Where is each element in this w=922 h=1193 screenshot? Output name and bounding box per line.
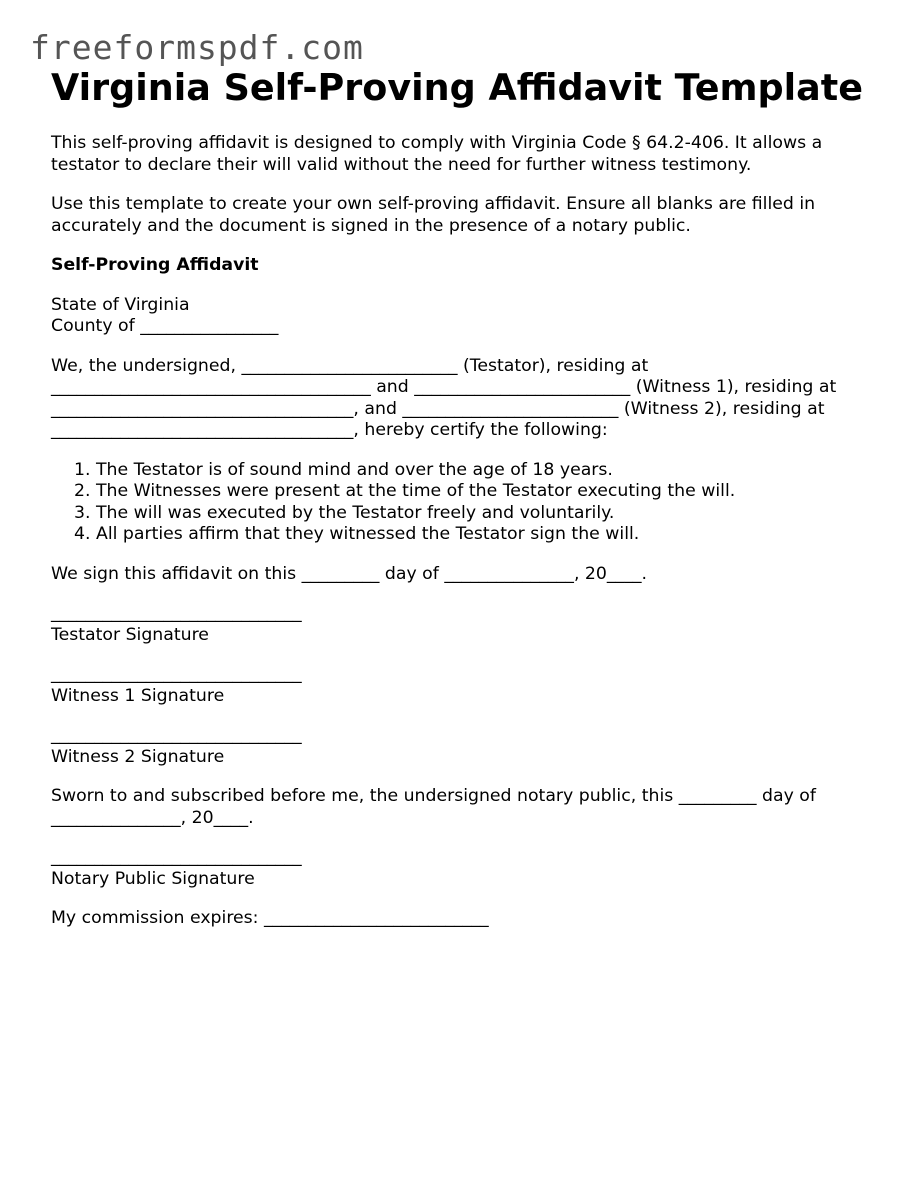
witness-1-signature-block [51, 664, 871, 707]
commission-expiry-line: My commission expires: __________________________ [51, 908, 489, 928]
affidavit-document [51, 64, 871, 930]
certification-item: 3. The will was executed by the Testator freely and voluntarily. [96, 503, 871, 525]
sign-date-line: We sign this affidavit on this _________ day of _______________, 20____. [51, 563, 647, 584]
witness-2-signature-block [51, 725, 871, 768]
intro-paragraph-2: Use this template to create your own self-proving affidavit. Ensure all blanks are filled in accurately and the document is signed in the presence of a notary public. [51, 194, 816, 236]
notary-signature-line: _____________________________ [51, 847, 302, 867]
witness-1-signature-label: Witness 1 Signature [51, 685, 225, 706]
testator-signature-line: _____________________________ [51, 603, 302, 623]
witness-1-signature-line: _____________________________ [51, 664, 302, 684]
certification-list [51, 460, 871, 546]
testator-signature-label: Testator Signature [51, 624, 209, 645]
certification-item: 1. The Testator is of sound mind and over the age of 18 years. [96, 460, 871, 482]
notary-signature-label: Notary Public Signature [51, 868, 255, 889]
parties-paragraph: We, the undersigned, _________________________ (Testator), residing at _____________________________________ and _________________________ (Witness 1), residing at ___________________________________, and _________________________ (Witness 2), residing at ___________________________________, hereby certify the following: [51, 355, 837, 440]
state-line: State of Virginia [51, 294, 190, 315]
sworn-paragraph: Sworn to and subscribed before me, the undersigned notary public, this _________ day of _______________, 20____. [51, 786, 816, 828]
section-heading: Self-Proving Affidavit [51, 255, 259, 275]
intro-paragraph-1: This self-proving affidavit is designed to comply with Virginia Code § 64.2-406. It allows a testator to declare their will valid without the need for further witness testimony. [51, 133, 823, 175]
site-watermark: freeformspdf.com [30, 28, 364, 67]
venue-block [51, 295, 871, 338]
certification-item: 4. All parties affirm that they witnessed the Testator sign the will. [96, 524, 871, 546]
notary-signature-block [51, 847, 871, 890]
document-title: Virginia Self-Proving Affidavit Template [51, 66, 863, 109]
witness-2-signature-line: _____________________________ [51, 725, 302, 745]
county-line: County of ________________ [51, 316, 279, 336]
testator-signature-block [51, 603, 871, 646]
certification-item: 2. The Witnesses were present at the time of the Testator executing the will. [96, 481, 871, 503]
witness-2-signature-label: Witness 2 Signature [51, 746, 225, 767]
